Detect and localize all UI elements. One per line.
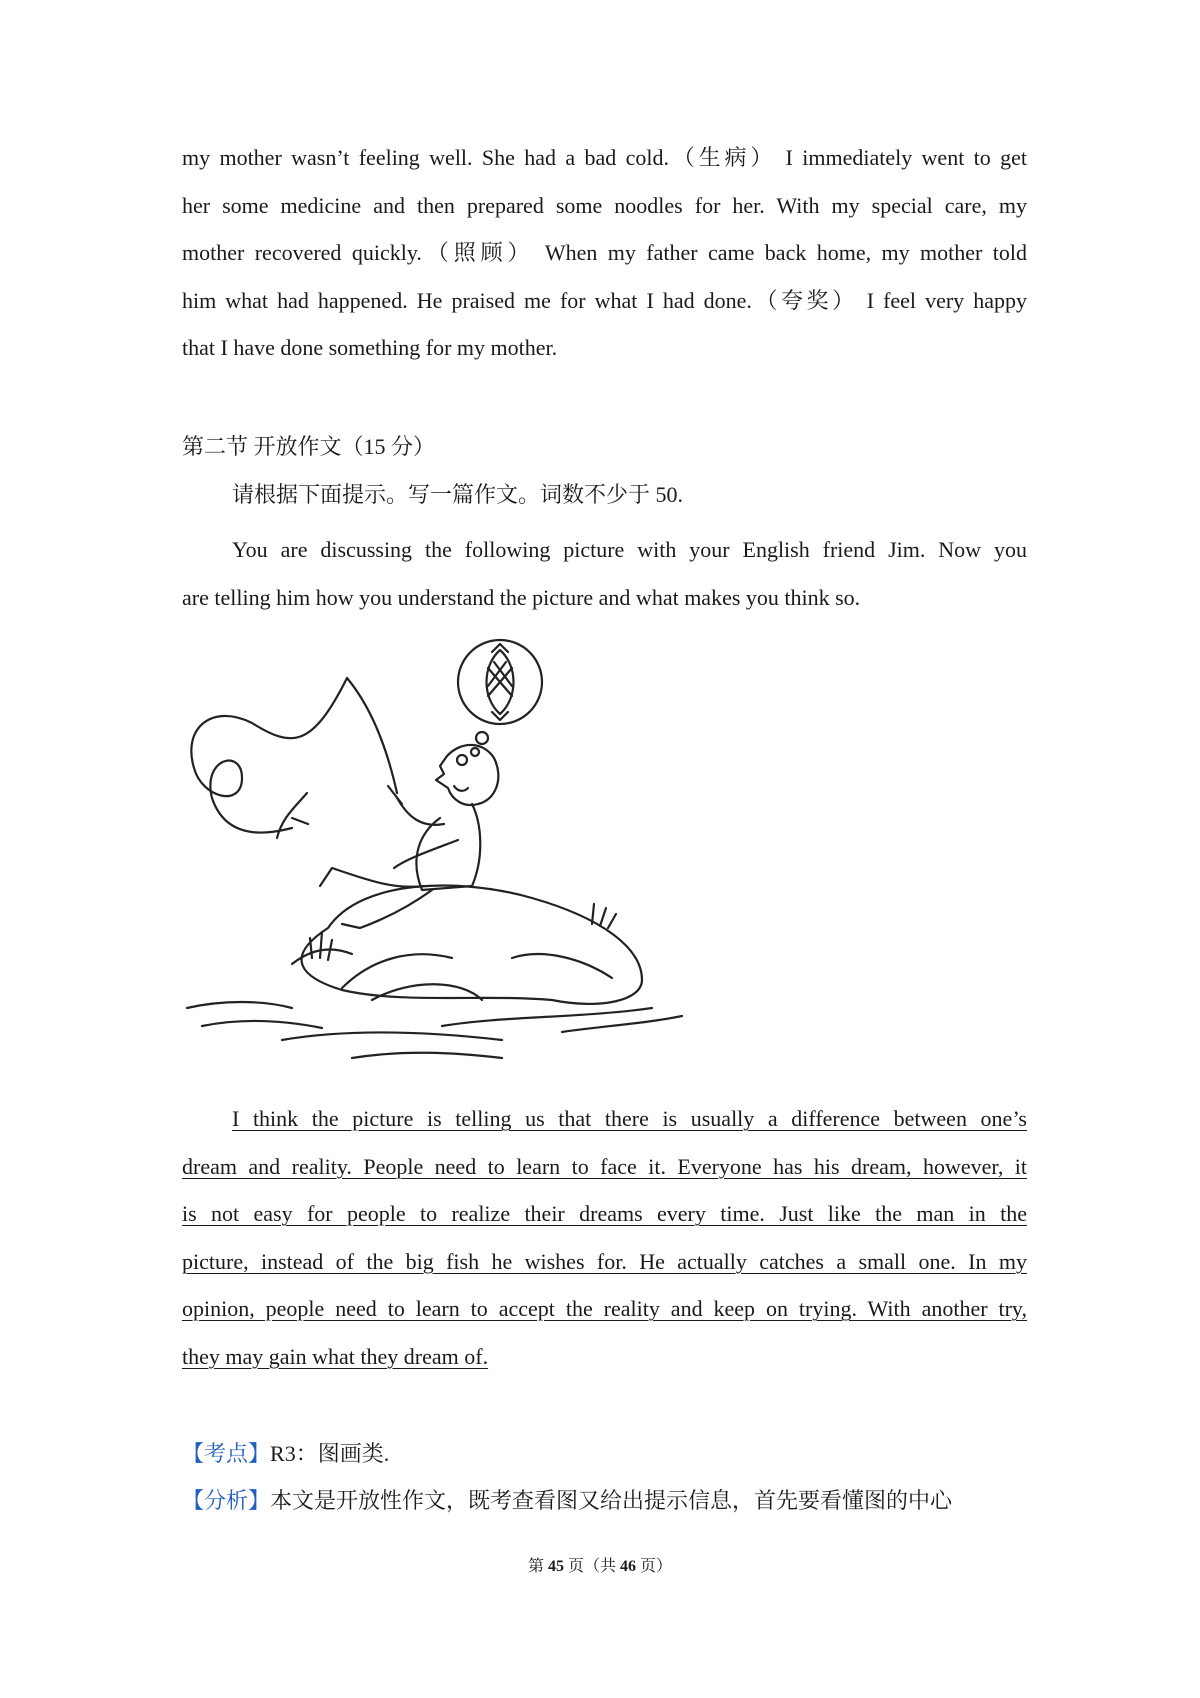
fishing-cartoon-image: [182, 628, 742, 1088]
page-footer: [0, 1553, 1200, 1576]
fenxi-text: 本文是开放性作文，既考查看图又给出提示信息，首先要看懂图的中心: [270, 1488, 953, 1513]
footer-middle: 页（共: [563, 1558, 620, 1575]
essay-line: [182, 1238, 1027, 1286]
essay-paragraph: [182, 1095, 1027, 1380]
footer-total-pages: 46: [620, 1558, 636, 1575]
analysis-block: [182, 1430, 1027, 1524]
essay-line: [182, 1333, 1027, 1381]
top-paragraph-line: her some medicine and then prepared some noodles for her. With my special care, my: [182, 192, 1027, 218]
top-paragraph-line: my mother wasn’t feeling well. She had a bad cold.（生病） I immediately went to get: [182, 145, 1027, 170]
kaodian-line: [182, 1430, 1027, 1477]
prompt-line: are telling him how you understand the picture and what makes you think so.: [182, 584, 861, 610]
prompt-paragraph: [182, 526, 1027, 621]
top-paragraph-line: that I have done something for my mother.: [182, 335, 558, 360]
essay-line-text: they may gain what they dream of.: [182, 1343, 489, 1369]
essay-line-text: dream and reality. People need to learn to face it. Everyone has his dream, however, it: [182, 1153, 1027, 1179]
essay-line: [182, 1190, 1027, 1238]
kaodian-text: R3：图画类.: [270, 1441, 390, 1466]
fenxi-tag: 【分析】: [182, 1488, 271, 1513]
essay-line-text: picture, instead of the big fish he wishes for. He actually catches a small one. In my: [182, 1248, 1027, 1274]
footer-page-number: 45: [547, 1558, 564, 1575]
section-title: 第二节 开放作文（15 分）: [182, 434, 436, 459]
kaodian-tag: 【考点】: [182, 1441, 271, 1466]
essay-line-text: is not easy for people to realize their dreams every time. Just like the man in the: [182, 1201, 1027, 1226]
essay-line: [182, 1095, 1027, 1143]
footer-suffix: 页）: [636, 1558, 673, 1575]
top-paragraph-line: him what had happened. He praised me for what I had done.（夸奖） I feel very happy: [182, 287, 1027, 313]
essay-line: [182, 1285, 1027, 1333]
footer-prefix: 第: [527, 1558, 548, 1575]
essay-line: [182, 1143, 1027, 1191]
essay-line-text: opinion, people need to learn to accept the reality and keep on trying. With another try,: [182, 1296, 1027, 1321]
essay-line-text: I think the picture is telling us that there is usually a difference between one’s: [232, 1106, 1027, 1131]
instruction: 请根据下面提示。写一篇作文。词数不少于 50.: [232, 482, 684, 507]
top-paragraph: [182, 134, 1027, 372]
prompt-line: You are discussing the following picture with your English friend Jim. Now you: [232, 537, 1027, 562]
fenxi-line: [182, 1477, 1027, 1524]
top-paragraph-line: mother recovered quickly.（照顾） When my father came back home, my mother told: [182, 240, 1027, 265]
